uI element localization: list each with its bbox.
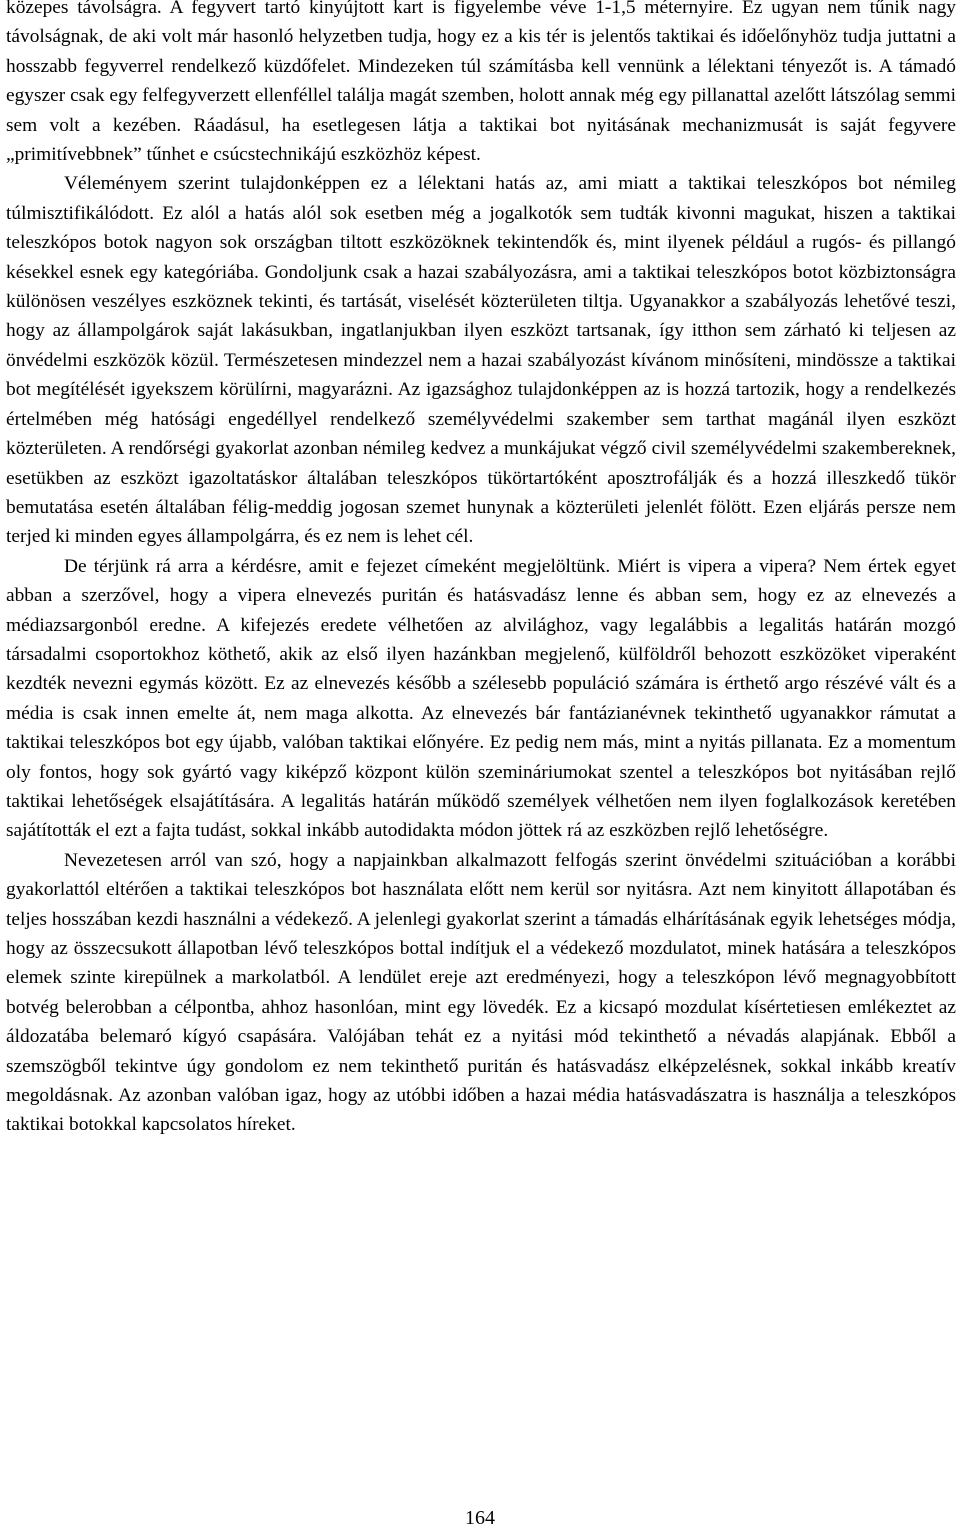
paragraph-2: Véleményem szerint tulajdonképpen ez a lélektani hatás az, ami miatt a taktikai teleszkópos bot némileg túlmisztifikálódott. Ez alól a hatás alól sok esetben még a jogalkotók sem tudták kivonni magukat, hiszen a taktikai teleszkópos botok nagyon sok országban tiltott eszközöknek tekintendők és, mint ilyenek például a rugós- és pillangó késekkel esnek egy kategóriába. Gondoljunk csak a hazai szabályozásra, ami a taktikai teleszkópos botot közbiztonságra különösen veszélyes eszköznek tekinti, és tartását, viselését közterületen tiltja. Ugyanakkor a szabályozás lehetővé teszi, hogy az állampolgárok saját lakásukban, ingatlanjukban ilyen eszközt tartsanak, így itthon sem zárható ki teljesen az önvédelmi eszközök közül. Természetesen mindezzel nem a hazai szabályozást kívánom minősíteni, mindössze a taktikai bot megítélését igyekszem körülírni, magyarázni. Az igazsághoz tulajdonképpen az is hozzá tartozik, hogy a rendelkezés értelmében még hatósági engedéllyel rendelkező személyvédelmi szakember sem tarthat magánál ilyen eszközt közterületen. A rendőrségi gyakorlat azonban némileg kedvez a munkájukat végző civil személyvédelmi szakembereknek, esetükben az eszközt igazoltatáskor általában teleszkópos tükörtartóként aposztrofálják és a hozzá illeszkedő tükör bemutatása esetén általában félig-meddig jogosan szemet hunynak a közterületi jelenlét fölött. Ezen eljárás persze nem terjed ki minden egyes állampolgárra, és ez nem is lehet cél. bbox=[6, 173, 956, 548]
page-number: 164 bbox=[465, 1507, 495, 1529]
document-page bbox=[6, 0, 956, 1140]
paragraph-4: Nevezetesen arról van szó, hogy a napjainkban alkalmazott felfogás szerint önvédelmi szituációban a korábbi gyakorlattól eltérően a taktikai teleszkópos bot használata előtt nem kerül sor nyitásra. Azt nem kinyitott állapotában és teljes hosszában kezdi használni a védekező. A jelenlegi gyakorlat szerint a támadás elhárításának egyik lehetséges módja, hogy az összecsukott állapotban lévő teleszkópos bottal indítjuk el a védekező mozdulatot, minek hatására a teleszkópos elemek szinte kirepülnek a markolatból. A lendület ereje azt eredményezi, hogy a teleszkópon lévő megnagyobbított botvég belerobban a célpontba, ahhoz hasonlóan, mint egy lövedék. Ez a kicsapó mozdulat kísértetiesen emlékeztet az áldozatába belemaró kígyó csapására. Valójában tehát ez a nyitási mód tekinthető a névadás alapjának. Ebből a szemszögből tekintve úgy gondolom ez nem tekinthető puritán és hatásvadász elképzelésnek, sokkal inkább kreatív megoldásnak. Az azonban valóban igaz, hogy az utóbbi időben a hazai média hatásvadászatra is használja a teleszkópos taktikai botokkal kapcsolatos híreket. bbox=[6, 849, 956, 1136]
paragraph-1: közepes távolságra. A fegyvert tartó kinyújtott kart is figyelembe véve 1-1,5 méternyire. Ez ugyan nem tűnik nagy távolságnak, de aki volt már hasonló helyzetben tudja, hogy ez a kis tér is jelentős taktikai és időelőnyhöz tudja juttatni a hosszabb fegyverrel rendelkező küzdőfelet. Mindezeken túl számításba kell vennünk a lélektani tényezőt is. A támadó egyszer csak egy felfegyverzett ellenféllel találja magát szemben, holott annak még egy pillanattal azelőtt látszólag semmi sem volt a kezében. Ráadásul, ha esetlegesen látja a taktikai bot nyitásának mechanizmusát is saját fegyvere „primitívebbnek” tűnhet e csúcstechnikájú eszközhöz képest. bbox=[6, 0, 956, 166]
paragraph-3: De térjünk rá arra a kérdésre, amit e fejezet címeként megjelöltünk. Miért is vipera a vipera? Nem értek egyet abban a szerzővel, hogy a vipera elnevezés puritán és hatásvadász lenne és abban sem, hogy ez az elnevezés a médiazsargonból eredne. A kifejezés eredete vélhetően az alvilághoz, vagy legalábbis a legalitás határán mozgó társadalmi csoportokhoz köthető, akik az első ilyen hazánkban megjelenő, külföldről behozott eszközöket viperaként kezdték nevezni egymás között. Ez az elnevezés később a szélesebb populáció számára is érthető argo részévé vált és a média is csak innen emelte át, nem maga alkotta. Az elnevezés bár fantázianévnek tekinthető ugyanakkor rámutat a taktikai teleszkópos bot egy újabb, valóban taktikai előnyére. Ez pedig nem más, mint a nyitás pillanata. Ez a momentum oly fontos, hogy sok gyártó vagy kiképző központ külön szemináriumokat szentel a teleszkópos bot nyitásában rejlő taktikai lehetőségek elsajátítására. A legalitás határán működő személyek vélhetően nem ilyen foglalkozások keretében sajátították el ezt a fajta tudást, sokkal inkább autodidakta módon jöttek rá az eszközben rejlő lehetőségre. bbox=[6, 555, 956, 842]
